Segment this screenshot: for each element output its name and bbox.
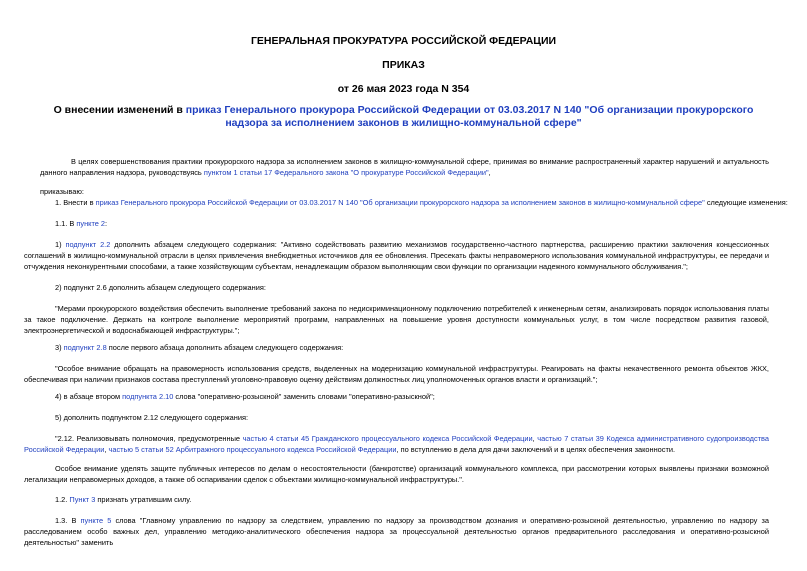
item-1-2-link[interactable]: Пункт 3: [69, 495, 96, 504]
item-1-3-text-1: 1.3. В: [55, 516, 81, 525]
item-1-text-1: 1. Внести в: [55, 198, 96, 207]
quote-3: [24, 433, 769, 455]
subitem-5: 5) дополнить подпунктом 2.12 следующего содержания:: [55, 413, 249, 422]
item-1-1: [55, 218, 769, 229]
item-1-1-text-2: :: [105, 219, 108, 228]
subitem-4: [55, 391, 769, 402]
quote-3-text-2: ,: [532, 434, 538, 443]
intro-law-link[interactable]: пунктом 1 статьи 17 Федерального закона "О прокуратуре Российской Федерации": [203, 168, 489, 178]
quote-3-text-3: ,: [104, 445, 109, 455]
document-title: [40, 104, 767, 130]
subitem-1-text-2: дополнить абзацем следующего содержания: "Активно содействовать развитию механизмов государственно-частного партнерства, расширению практики заключения концессионных соглашений в жилищно-коммунальной отрасли в целях привлечения внебюджетных источников для ее обновления. Пресекать факты неправомерного использования коммунальной инфраструктуры, ее передачи и отчуждения неконкурентными способами, а также хозяйствующим субъектам, ненадлежащим образом выполняющим свои функции по организации надежного коммунального обслуживания.";: [24, 240, 769, 272]
subitem-1-link[interactable]: подпункт 2.2: [65, 240, 111, 249]
quote-3-text-1: "2.12. Реализовывать полномочия, предусмотренные: [55, 434, 243, 443]
item-1-1-text-1: 1.1. В: [55, 219, 77, 228]
subitem-3-text-2: после первого абзаца дополнить абзацем следующего содержания:: [106, 343, 344, 352]
subitem-1: [24, 239, 769, 273]
subitem-2: 2) подпункт 2.6 дополнить абзацем следующего содержания:: [55, 283, 266, 292]
item-1-2-text-1: 1.2.: [55, 495, 70, 504]
organization-name: ГЕНЕРАЛЬНАЯ ПРОКУРАТУРА РОССИЙСКОЙ ФЕДЕРАЦИИ: [250, 35, 557, 47]
item-1-order-link[interactable]: приказ Генерального прокурора Российской Федерации от 03.03.2017 N 140 "Об организации прокурорского надзора за исполнением законов в жилищно-коммунальной сфере": [95, 198, 705, 207]
item-1: [55, 197, 788, 208]
quote-4: Особое внимание уделять защите публичных интересов по делам о несостоятельности (банкротстве) организаций коммунального комплекса, при рассмотрении которых выявлены признаки возможной легализации неправомерных доходов, а также об оспаривании сделок с объектами жилищно-коммунальной инфраструктуры.".: [24, 464, 769, 485]
document-date-number: от 26 мая 2023 года N 354: [337, 83, 470, 95]
title-prefix: О внесении изменений в: [53, 104, 186, 116]
order-word: приказываю:: [40, 187, 84, 196]
quote-2: "Особое внимание обращать на правомерность использования средств, выделенных на модернизацию коммунальной инфраструктуры. Реагировать на факты некачественного ремонта объектов ЖКХ, обеспечивая при наличии признаков состава преступлений уголовно-правовую оценку действиям должностных лиц уполномоченных органов власти и организаций.";: [24, 364, 769, 385]
intro-text-2: ,: [488, 168, 491, 178]
title-order-link[interactable]: приказ Генерального прокурора Российской Федерации от 03.03.2017 N 140 "Об организации прокурорского надзора за исполнением законов в жилищно-коммунальной сфере": [185, 104, 754, 129]
document-type: ПРИКАЗ: [382, 59, 425, 71]
apk-link[interactable]: частью 5 статьи 52 Арбитражного процессуального кодекса Российской Федерации: [108, 445, 397, 455]
subitem-4-link[interactable]: подпункта 2.10: [122, 392, 174, 401]
kas-link[interactable]: частью 7 статьи 39 Кодекса административного судопроизводства Российской Федерации: [24, 434, 769, 455]
quote-1: "Мерами прокурорского воздействия обеспечить выполнение требований закона по недискриминационному подключению потребителей к инженерным сетям, анализировать порядок использования платы за такое подключение. Держать на контроле выполнение мероприятий программ, направленных на повышение уровня доступности коммунальных услуг, в том числе посредством развития газовой, электроэнергетической и водоснабжающей инфраструктуры.";: [24, 304, 769, 336]
subitem-4-text-2: слова "оперативно-розыскной" заменить словами "оперативно-разыскной";: [173, 392, 435, 401]
subitem-3: [55, 342, 769, 353]
item-1-2: [55, 494, 769, 505]
quote-3-text-4: , по вступлению в дела для дачи заключений и в целях обеспечения законности.: [396, 445, 676, 455]
gpk-link[interactable]: частью 4 статьи 45 Гражданского процессуального кодекса Российской Федерации: [242, 434, 533, 443]
item-1-3-text-2: слова "Главному управлению по надзору за следствием, управлению по надзору за производством дознания и оперативно-розыскной деятельностью, управлению по надзору за расследованием особо важных дел, управлению методико-аналитического обеспечения надзора за процессуальной деятельностью органов предварительного расследования и оперативно-розыскной деятельностью" заменить: [24, 516, 769, 548]
item-1-3-link[interactable]: пункте 5: [80, 516, 112, 525]
item-1-text-2: следующие изменения:: [704, 198, 788, 207]
subitem-4-text-1: 4) в абзаце втором: [55, 392, 123, 401]
subitem-3-link[interactable]: подпункт 2.8: [63, 343, 107, 352]
item-1-2-text-2: признать утратившим силу.: [95, 495, 192, 504]
subitem-3-text-1: 3): [55, 343, 64, 352]
intro-paragraph: [40, 156, 769, 178]
item-1-1-link[interactable]: пункте 2: [76, 219, 106, 228]
intro-text-1: В целях совершенствования практики прокурорского надзора за исполнением законов в жилищно-коммунальной сфере, принимая во внимание распространенный характер нарушений и актуальность данного направления надзора, руководствуясь: [40, 157, 769, 178]
subitem-1-text-1: 1): [55, 240, 66, 249]
item-1-3: [24, 515, 769, 549]
